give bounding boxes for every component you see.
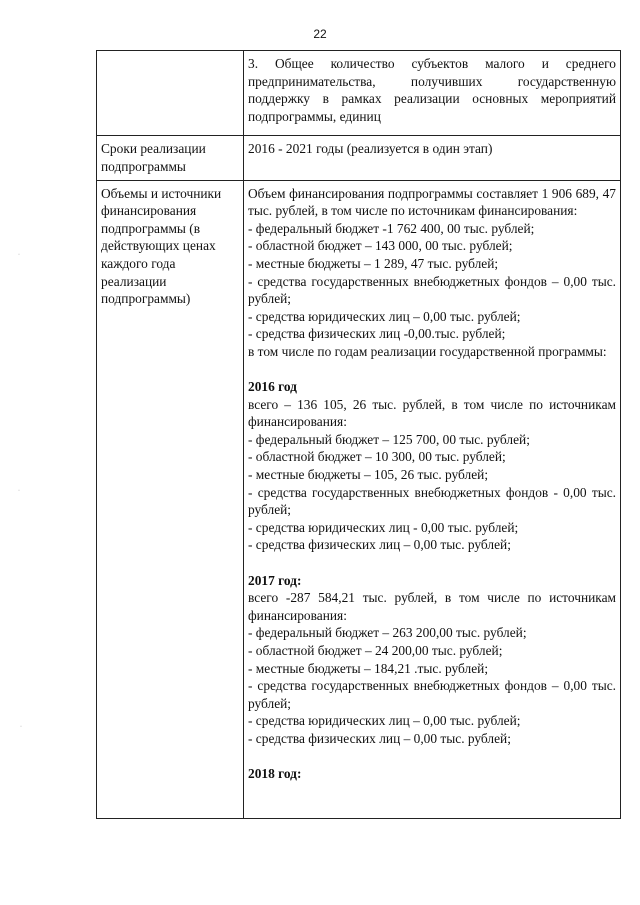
terms-label-cell bbox=[97, 136, 244, 180]
indicator-text: 3. Общее количество субъектов малого и среднего предпринимательства, получивших государственную поддержку в рамках реализации основных мероприятий подпрограммы, единиц bbox=[248, 56, 616, 124]
total-line: - средства физических лиц -0,00.тыс. рублей; bbox=[248, 326, 506, 342]
year-line: - федеральный бюджет – 125 700, 00 тыс. рублей; bbox=[248, 431, 530, 447]
scan-artifact-dot: · bbox=[18, 488, 20, 494]
year-line: - местные бюджеты – 184,21 .тыс. рублей; bbox=[248, 660, 489, 676]
total-line: - средства юридических лиц – 0,00 тыс. рублей; bbox=[248, 308, 521, 324]
table-row-financing bbox=[97, 180, 621, 818]
terms-value-cell bbox=[244, 136, 621, 180]
year-heading: 2017 год: bbox=[248, 572, 302, 588]
year-line: - областной бюджет – 10 300, 00 тыс. рублей; bbox=[248, 449, 506, 465]
total-line: - местные бюджеты – 1 289, 47 тыс. рублей; bbox=[248, 255, 499, 271]
year-heading: 2018 год: bbox=[248, 766, 302, 782]
subprogram-passport-table bbox=[96, 50, 621, 819]
indicator-cell bbox=[244, 51, 621, 136]
terms-value: 2016 - 2021 годы (реализуется в один этап) bbox=[248, 141, 493, 157]
year-line: - областной бюджет – 24 200,00 тыс. рублей; bbox=[248, 643, 503, 658]
scan-artifact-dot: · bbox=[18, 252, 20, 258]
year-total: всего – 136 105, 26 тыс. рублей, в том числе по источникам финансирования: bbox=[248, 396, 616, 430]
year-line: - средства физических лиц – 0,00 тыс. рублей; bbox=[248, 537, 511, 553]
financing-label-cell bbox=[97, 180, 244, 818]
year-line: - средства государственных внебюджетных фондов – 0,00 тыс. рублей; bbox=[248, 678, 616, 711]
financing-intro: Объем финансирования подпрограммы составляет 1 906 689, 47 тыс. рублей, в том числе по источникам финансирования: bbox=[248, 185, 616, 219]
year-line: - средства физических лиц – 0,00 тыс. рублей; bbox=[248, 730, 511, 746]
table-row-indicators bbox=[97, 51, 621, 136]
empty-label-cell bbox=[97, 51, 244, 136]
year-line: - местные бюджеты – 105, 26 тыс. рублей; bbox=[248, 467, 489, 483]
page-number: 22 bbox=[313, 27, 327, 41]
total-line: - федеральный бюджет -1 762 400, 00 тыс. рублей; bbox=[248, 220, 535, 236]
total-line: - средства государственных внебюджетных фондов – 0,00 тыс. рублей; bbox=[248, 273, 616, 307]
year-line: - средства юридических лиц – 0,00 тыс. рублей; bbox=[248, 713, 521, 729]
year-line: - федеральный бюджет – 263 200,00 тыс. рублей; bbox=[248, 625, 527, 641]
table-row-terms bbox=[97, 136, 621, 180]
year-line: - средства государственных внебюджетных фондов - 0,00 тыс. рублей; bbox=[248, 484, 616, 518]
year-heading: 2016 год bbox=[248, 379, 297, 395]
total-line: - областной бюджет – 143 000, 00 тыс. рублей; bbox=[248, 238, 513, 254]
year-line: - средства юридических лиц - 0,00 тыс. рублей; bbox=[248, 519, 519, 535]
year-total: всего -287 584,21 тыс. рублей, в том числе по источникам финансирования: bbox=[248, 590, 616, 623]
scan-artifact-dot: · bbox=[20, 724, 22, 730]
financing-value-cell bbox=[244, 180, 621, 818]
terms-label: Сроки реализации подпрограммы bbox=[101, 141, 206, 174]
financing-label: Объемы и источники финансирования подпрограммы (в действующих ценах каждого года реализации подпрограммы) bbox=[101, 185, 222, 307]
by-years-intro: в том числе по годам реализации государственной программы: bbox=[248, 343, 607, 359]
